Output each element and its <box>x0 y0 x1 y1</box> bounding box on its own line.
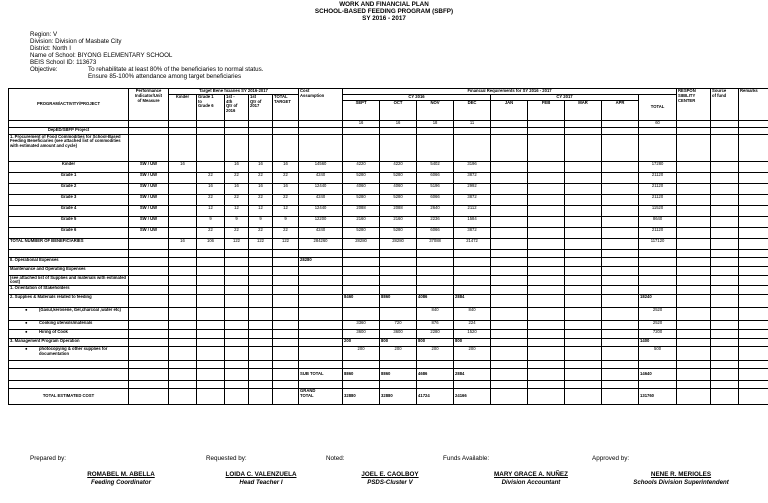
cell <box>169 172 197 183</box>
cell: 8860 <box>343 369 380 381</box>
cell: 18240 <box>639 295 677 308</box>
grade-label: Kinder <box>9 161 129 172</box>
cell: 200 <box>454 347 491 361</box>
cell: 840 <box>417 308 454 321</box>
cell: 5280 <box>380 194 417 205</box>
school-year: SY 2016 - 2017 <box>362 15 406 22</box>
signatory-position: Head Teacher I <box>239 479 283 486</box>
cell: 22 <box>197 172 225 183</box>
cell <box>169 205 197 216</box>
col-resp-2: SIBILITY <box>678 92 696 98</box>
approved-by-label: Approved by: <box>592 455 630 462</box>
photocopy-label <box>9 347 129 361</box>
cell: 3600 <box>343 330 380 339</box>
table-row <box>9 249 768 257</box>
photocopy-text: photocopying & other supplies for documentation <box>39 346 108 356</box>
table-row <box>9 134 768 161</box>
division: Division: Division of Masbate City <box>30 38 122 45</box>
col-g1-b: to <box>198 98 202 104</box>
cell: 4060 <box>380 183 417 194</box>
cell: 8860 <box>380 295 417 308</box>
cell: 4220 <box>380 161 417 172</box>
cell: 32880 <box>380 389 417 405</box>
cell: 24166 <box>454 389 491 405</box>
cell: 21120 <box>639 194 677 205</box>
col-month: APR <box>602 100 639 120</box>
cell: 21472 <box>454 238 491 249</box>
table-row <box>9 361 768 369</box>
fuel-text: (Gasul,kerosene, Gel,charcoal ,water etc) <box>39 307 121 313</box>
cell: 22 <box>225 172 249 183</box>
cell: 22 <box>249 227 273 238</box>
table-row <box>9 308 768 321</box>
school-name: Name of School: BIYONG ELEMENTARY SCHOOL <box>30 52 173 59</box>
col-indicator-1: Performance <box>135 88 162 93</box>
cell: 21120 <box>639 183 677 194</box>
col-cost-1: Cost <box>300 88 310 93</box>
total-estimated-cost: TOTAL ESTIMATED COST <box>9 389 129 405</box>
col-financial: Financial Requirements for SY 2016 - 2017 <box>343 89 677 95</box>
col-q4-d: 2016 <box>226 108 236 114</box>
signatory-name: JOEL E. CAOLBOY <box>361 471 419 478</box>
program-title: SCHOOL-BASED FEEDING PROGRAM (SBFP) <box>314 8 454 15</box>
cell: 4240 <box>299 194 343 205</box>
unit-of-measure: SW / UW <box>129 161 169 172</box>
grand-total-label <box>299 389 343 405</box>
cell: 12440 <box>299 183 343 194</box>
plan-title: WORK AND FINANCIAL PLAN <box>339 1 429 8</box>
col-q5-b: Qtr of <box>250 98 262 104</box>
col-month: SEPT <box>343 100 380 120</box>
col-cy2017: CY 2017 <box>491 94 639 100</box>
funds-available-label: Funds Available: <box>443 455 490 462</box>
signatory-position: Division Accountant <box>501 479 561 486</box>
cell: 4220 <box>343 161 380 172</box>
table-row <box>9 257 768 266</box>
cell: 3196 <box>454 161 491 172</box>
cell: 800 <box>454 339 491 347</box>
cell: 41724 <box>417 389 454 405</box>
col-q4-2016 <box>225 94 249 120</box>
col-month: DEC <box>454 100 491 120</box>
cell: 5280 <box>343 194 380 205</box>
cell: 2160 <box>380 216 417 227</box>
cell: 5280 <box>380 172 417 183</box>
signatory-name: MARY GRACE A. NUÑEZ <box>494 471 568 478</box>
cell: 22 <box>197 227 225 238</box>
col-cy2016: CY 2016 <box>343 94 491 100</box>
district: District: North I <box>30 45 71 52</box>
orientation-label: 1. Orientation of Stakeholders <box>9 286 129 295</box>
cell: 22 <box>249 172 273 183</box>
col-q4-a: 1st - <box>226 94 235 99</box>
col-cost <box>299 89 343 121</box>
col-q5-c: 2017 <box>250 103 260 109</box>
cell: 21120 <box>639 227 677 238</box>
deped-project: DepED/SBFP Project <box>9 127 129 134</box>
grade-label: Grade 5 <box>9 216 129 227</box>
table-row <box>9 347 768 361</box>
table-row <box>9 339 768 347</box>
cell: 16 <box>197 183 225 194</box>
signatory-name: ROMABEL M. ABELLA <box>87 471 155 478</box>
supplies-label: 2. Supplies & Materials related to feeding <box>9 295 129 308</box>
cell: 3872 <box>454 194 491 205</box>
cell: 4686 <box>417 369 454 381</box>
feeding-days-total: 60 <box>639 120 677 127</box>
cell: 21120 <box>639 172 677 183</box>
col-target-beneficiaries: Target Bene ficiaries SY 2016-2017 <box>169 89 299 95</box>
col-total: TOTAL <box>639 94 677 120</box>
hiring-text: Hiring of Cook <box>39 329 68 335</box>
bullet-icon: ● <box>25 346 28 352</box>
cell: 9 <box>273 216 299 227</box>
grade-label: Grade 4 <box>9 205 129 216</box>
school-id: BEIS School ID: 113673 <box>30 59 97 66</box>
grade-label: Grade 2 <box>9 183 129 194</box>
col-month: NOV <box>417 100 454 120</box>
cell: 5280 <box>380 227 417 238</box>
cell: 131760 <box>639 389 677 405</box>
col-tot-a: TOTAL <box>274 94 288 99</box>
cell: 16 <box>273 183 299 194</box>
work-financial-plan-table <box>8 88 768 405</box>
table-row <box>9 369 768 381</box>
unit-of-measure: SW / UW <box>129 216 169 227</box>
cell: 16 <box>169 238 197 249</box>
table-row <box>9 286 768 295</box>
table-row <box>9 120 768 127</box>
cell: 2160 <box>343 216 380 227</box>
hiring-label <box>9 330 129 339</box>
region: Region: V <box>30 31 58 38</box>
mooe-label: Maintenance and Operating Expenses <box>9 266 129 275</box>
cell: 117120 <box>639 238 677 249</box>
cell: 2088 <box>380 205 417 216</box>
col-source-1: Source <box>712 88 727 93</box>
cell <box>343 308 380 321</box>
feeding-days: 11 <box>454 120 491 127</box>
table-row <box>9 227 768 238</box>
cell: 9 <box>197 216 225 227</box>
signatory-position: PSDS-Cluster V <box>367 479 413 486</box>
cell: 1584 <box>454 216 491 227</box>
cell: 16 <box>273 161 299 172</box>
cell: 1400 <box>639 339 677 347</box>
bullet-icon: ● <box>25 307 28 313</box>
col-remarks: Remarks <box>739 89 768 121</box>
requested-by-label: Requested by: <box>206 455 247 462</box>
cell: 12 <box>225 205 249 216</box>
cell: 37088 <box>417 238 454 249</box>
cell: 28280 <box>380 238 417 249</box>
cell: 12 <box>249 205 273 216</box>
signatory-name: LOIDA C. VALENZUELA <box>225 471 297 478</box>
cell: 840 <box>454 308 491 321</box>
col-q4-b: 4th <box>226 98 233 104</box>
cooking-text: Cooking utensils/materials <box>39 320 93 326</box>
col-g1-c: Grade 6 <box>198 103 214 109</box>
cell: 284260 <box>299 238 343 249</box>
cell: 4060 <box>343 183 380 194</box>
cell <box>169 183 197 194</box>
objective-label: Objective: <box>30 66 58 73</box>
unit-of-measure: SW / UW <box>129 183 169 194</box>
cell: 3600 <box>380 330 417 339</box>
cell: 28280 <box>299 257 343 266</box>
cell: 2520 <box>639 308 677 321</box>
cell <box>380 308 417 321</box>
fuel-label <box>9 308 129 321</box>
cell: 14640 <box>639 369 677 381</box>
cell <box>169 216 197 227</box>
cell: 122 <box>273 238 299 249</box>
col-cost-2: Assumption <box>300 92 325 98</box>
operational-expenses: II. Operational Expenses <box>9 257 129 266</box>
grand-label-2: TOTAL <box>300 392 314 398</box>
cell: 4240 <box>299 227 343 238</box>
col-program: PROGRAM/ACTIVITY/PROJECT <box>9 89 129 121</box>
cell: 200 <box>380 347 417 361</box>
table-row <box>9 330 768 339</box>
cell: 9 <box>225 216 249 227</box>
cell: 2236 <box>417 216 454 227</box>
feeding-days: 16 <box>380 120 417 127</box>
cell: 8460 <box>343 295 380 308</box>
cell: 32880 <box>343 389 380 405</box>
cell: 5280 <box>343 227 380 238</box>
col-resp-3: CENTER <box>678 97 696 103</box>
table-row <box>9 266 768 275</box>
cell: 16 <box>225 183 249 194</box>
table-row <box>9 161 768 172</box>
cell: 22 <box>273 172 299 183</box>
table-row <box>9 389 768 405</box>
cell <box>169 227 197 238</box>
cell: 6066 <box>417 172 454 183</box>
col-month: JAN <box>491 100 528 120</box>
cell: 5280 <box>343 172 380 183</box>
cell: 106 <box>197 238 225 249</box>
cell: 22 <box>249 194 273 205</box>
cell: 224 <box>454 321 491 330</box>
cell: 16 <box>249 161 273 172</box>
cell: 12 <box>197 205 225 216</box>
cell: 12200 <box>299 216 343 227</box>
cell: 16 <box>169 161 197 172</box>
cell: 12 <box>273 205 299 216</box>
table-row <box>9 321 768 330</box>
cell: 2992 <box>454 183 491 194</box>
grade-label: Grade 3 <box>9 194 129 205</box>
cell: 2640 <box>417 205 454 216</box>
cell: 16 <box>225 161 249 172</box>
mooe-note: (see attached list of Supplies and materials with estimated cost) <box>9 275 129 286</box>
table-row <box>9 172 768 183</box>
table-row <box>9 238 768 249</box>
table-row <box>9 194 768 205</box>
cell: 22 <box>197 194 225 205</box>
cell: 122 <box>225 238 249 249</box>
cell: 4086 <box>417 295 454 308</box>
cell: 3872 <box>454 172 491 183</box>
cell: 8640 <box>639 216 677 227</box>
col-total-target <box>273 94 299 120</box>
cell: 22 <box>225 194 249 205</box>
bullet-icon: ● <box>25 329 28 335</box>
col-q4-c: Qtr of <box>226 103 238 109</box>
col-source-2: of fund <box>712 92 727 98</box>
objective-1: To rehabilitate at least 80% of the beneficiaries to normal status. <box>88 66 264 73</box>
cell: 2884 <box>454 295 491 308</box>
cell: 800 <box>417 339 454 347</box>
cell: 22 <box>273 194 299 205</box>
subtotal-label: SUB TOTAL <box>299 369 343 381</box>
col-kinder: Kinder <box>169 94 197 120</box>
noted-label: Noted: <box>326 455 345 462</box>
management-label: 3. Management Program Operation <box>9 339 129 347</box>
cell: 122 <box>249 238 273 249</box>
col-source <box>711 89 739 121</box>
grade-label: Grade 6 <box>9 227 129 238</box>
table-row <box>9 205 768 216</box>
cell: 1520 <box>454 330 491 339</box>
signatory-position: Feeding Coordinator <box>91 479 151 486</box>
cell: 28280 <box>343 238 380 249</box>
cell: 16 <box>249 183 273 194</box>
col-month: MAR <box>565 100 602 120</box>
col-resp-1: RESPON <box>678 88 696 93</box>
cell: 14560 <box>299 161 343 172</box>
col-g1-a: Grade 1 <box>198 94 214 99</box>
signatory-name: NENE R. MERIOLES <box>650 471 712 478</box>
cell: 200 <box>343 347 380 361</box>
procurement-label: 1. Procurement of Food Commodities for School-Based Feeding Beneficiaries (see attached list of commodities with estimated amount and cycle) <box>9 134 129 161</box>
cell: 17280 <box>639 161 677 172</box>
cell: 6066 <box>417 227 454 238</box>
cell: 22 <box>273 227 299 238</box>
feeding-days: 18 <box>417 120 454 127</box>
cell: 7200 <box>639 330 677 339</box>
cell: 2884 <box>454 369 491 381</box>
table-row <box>9 275 768 286</box>
grand-label-1: GRAND <box>300 388 316 394</box>
cell: 200 <box>417 347 454 361</box>
cell: 6066 <box>417 194 454 205</box>
col-responsibility <box>677 89 711 121</box>
col-q5-a: 1st <box>250 94 257 99</box>
cell: 5402 <box>417 161 454 172</box>
table-row <box>9 127 768 134</box>
col-indicator-2: Indicator/Unit <box>135 92 162 98</box>
cell: 200 <box>343 339 380 347</box>
signatory-position: Schools Division Superintendent <box>633 479 729 486</box>
cell: 2520 <box>639 321 677 330</box>
cell <box>169 194 197 205</box>
cell: 4240 <box>299 172 343 183</box>
col-tot-b: TARGET <box>274 98 291 104</box>
col-q1-2017 <box>249 94 273 120</box>
cell: 12440 <box>299 205 343 216</box>
col-indicator <box>129 89 169 121</box>
table-row <box>9 295 768 308</box>
cell: 876 <box>417 321 454 330</box>
cell: 2280 <box>417 330 454 339</box>
feeding-days: 16 <box>343 120 380 127</box>
objective-2: Ensure 85-100% attendance among target beneficiaries <box>88 73 242 80</box>
cell: 5196 <box>417 183 454 194</box>
table-row <box>9 381 768 389</box>
cell: 11520 <box>639 205 677 216</box>
prepared-by-label: Prepared by: <box>30 455 67 462</box>
unit-of-measure: SW / UW <box>129 194 169 205</box>
unit-of-measure: SW / UW <box>129 172 169 183</box>
cell: 500 <box>639 347 677 361</box>
table-row <box>9 183 768 194</box>
cell: 2088 <box>343 205 380 216</box>
unit-of-measure: SW / UW <box>129 227 169 238</box>
cell: 720 <box>380 321 417 330</box>
unit-of-measure: SW / UW <box>129 205 169 216</box>
col-month: OCT <box>380 100 417 120</box>
grade-label: Grade 1 <box>9 172 129 183</box>
cell: 800 <box>380 339 417 347</box>
col-grade1-6 <box>197 94 225 120</box>
col-indicator-3: of Measure <box>137 97 160 103</box>
cell: 9 <box>249 216 273 227</box>
cell <box>197 161 225 172</box>
bullet-icon: ● <box>25 320 28 326</box>
cell: 3872 <box>454 227 491 238</box>
cell: 3360 <box>343 321 380 330</box>
total-beneficiaries-label: TOTAL NUMBER OF BENEFICIARIES <box>9 238 129 249</box>
cell: 8860 <box>380 369 417 381</box>
table-row <box>9 216 768 227</box>
cell: 22 <box>225 227 249 238</box>
cell: 2112 <box>454 205 491 216</box>
col-month: FEB <box>528 100 565 120</box>
